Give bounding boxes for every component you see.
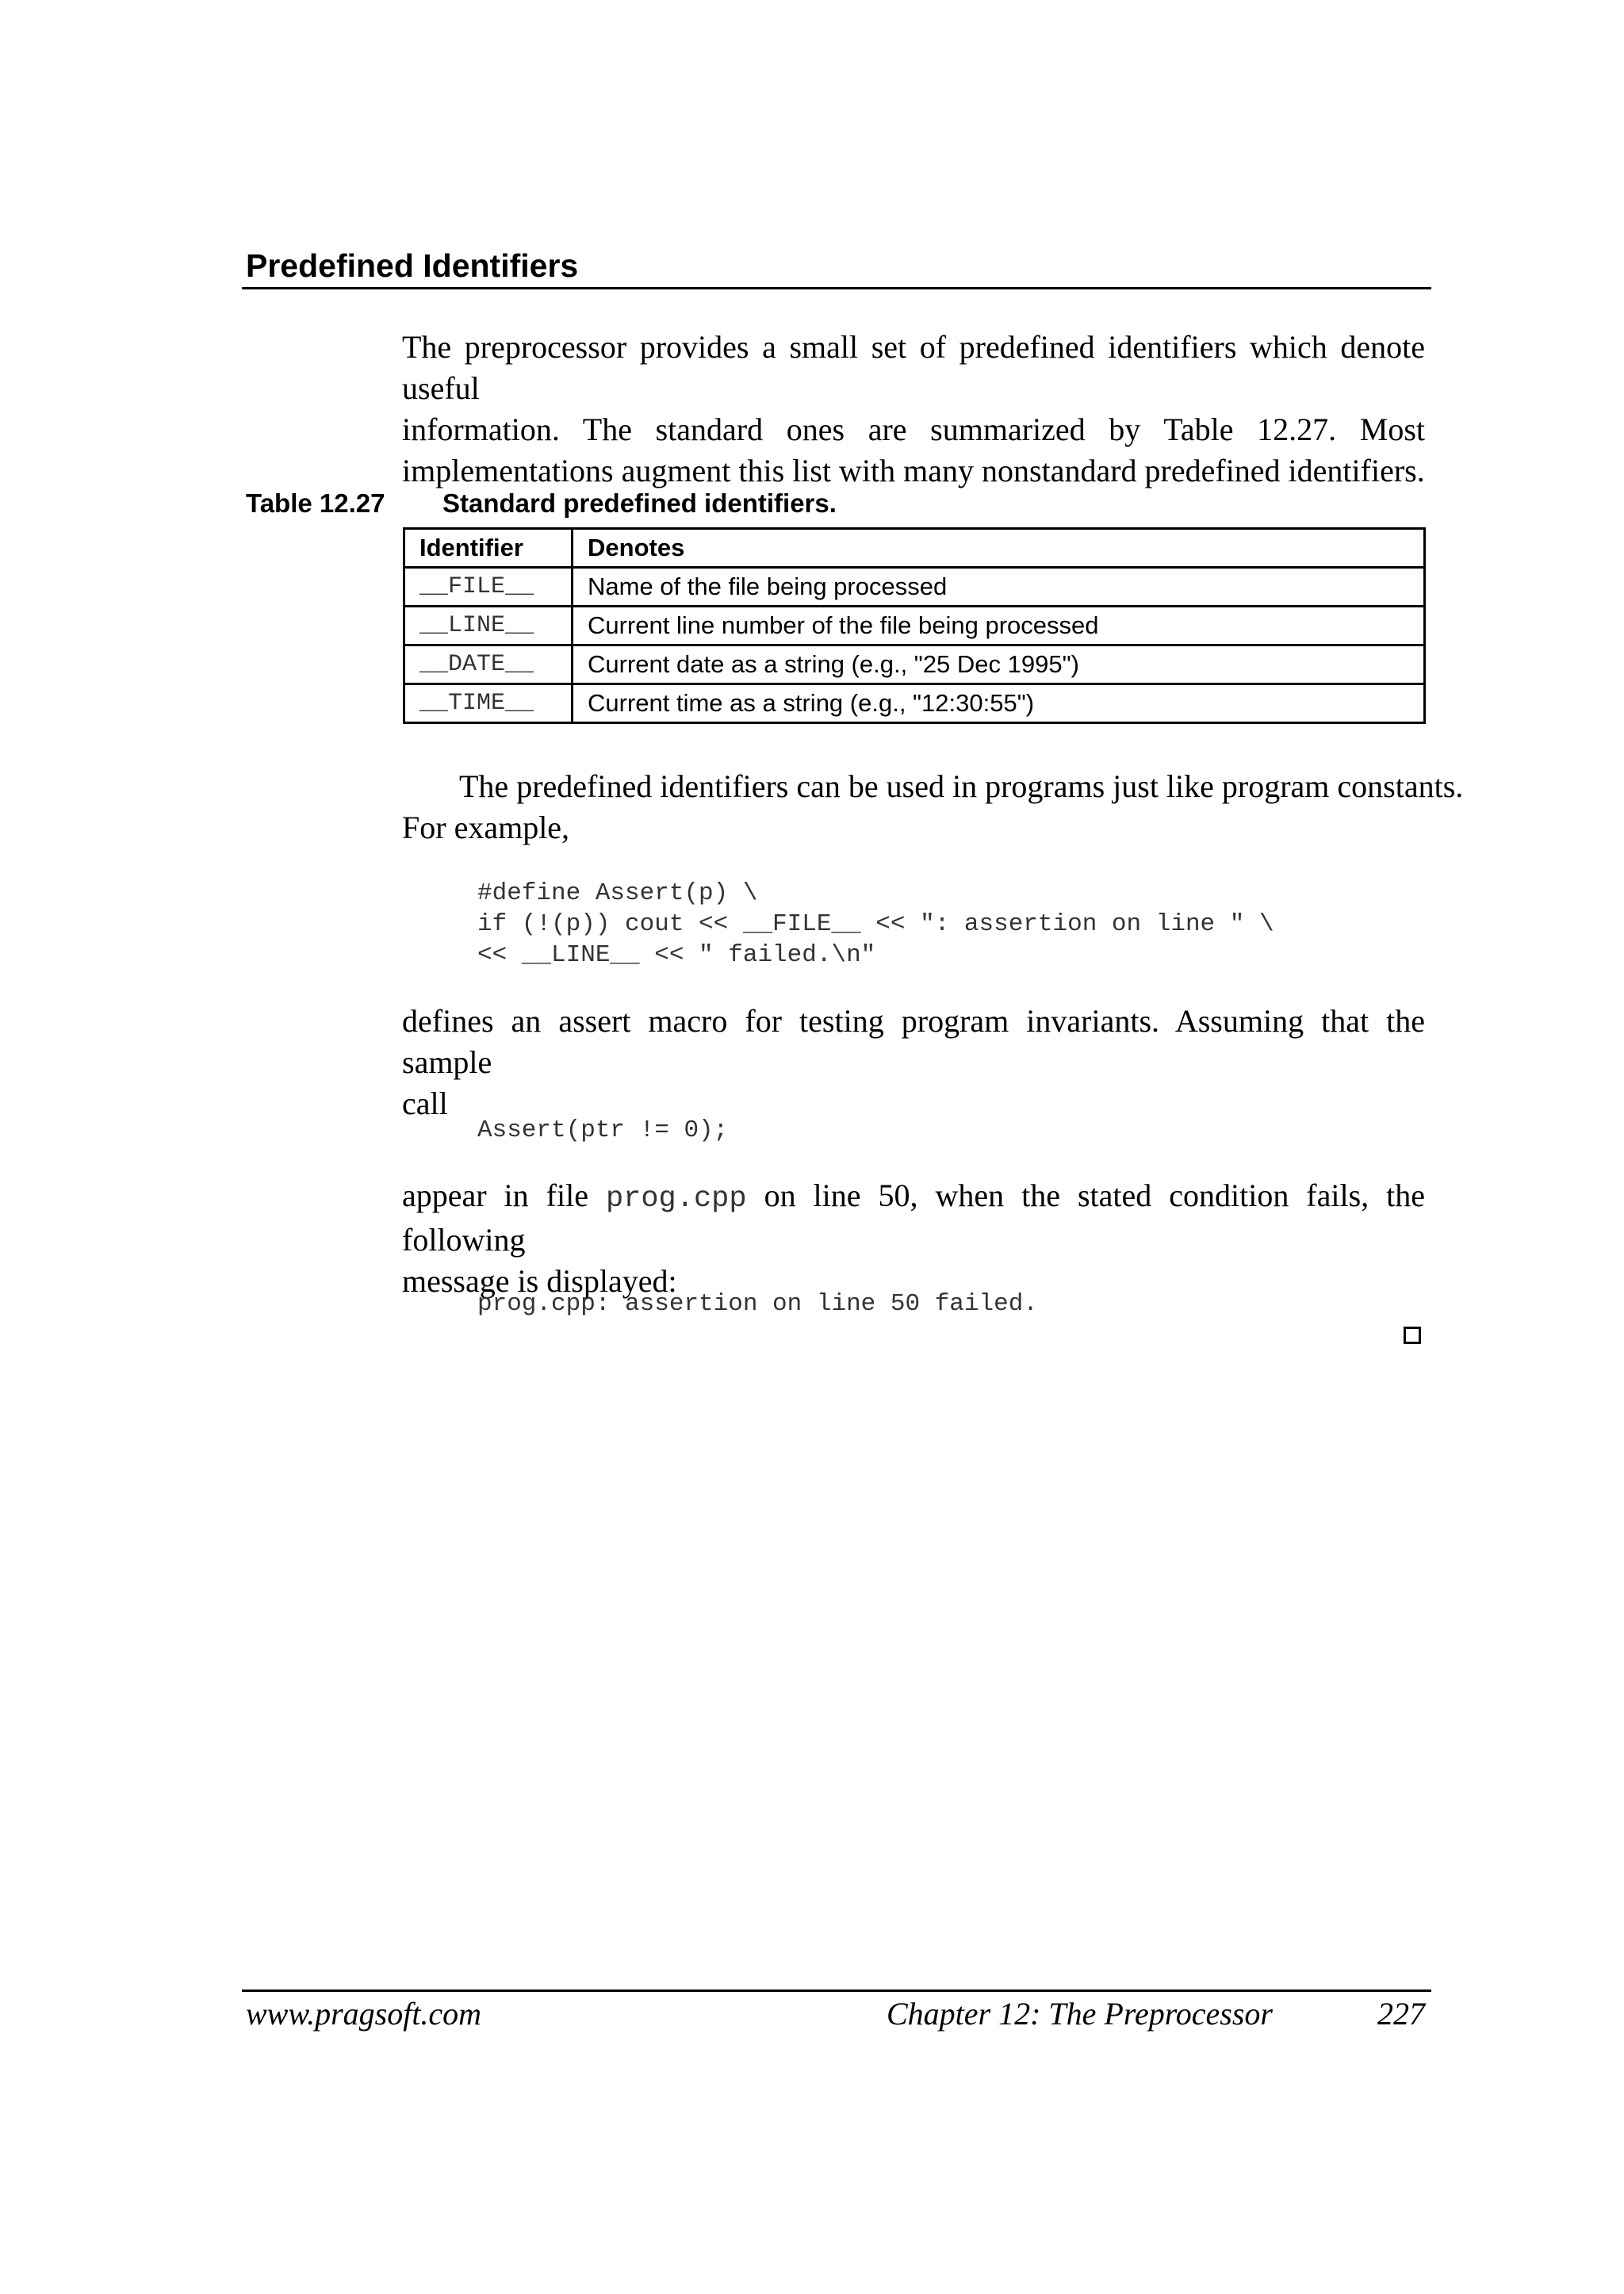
identifier-cell: __FILE__	[404, 568, 573, 607]
intro-paragraph	[402, 327, 1425, 492]
identifier-cell: __LINE__	[404, 607, 573, 645]
description-line: defines an assert macro for testing program invariants. Assuming that the sample	[402, 1003, 1425, 1080]
code-line: if (!(p)) cout << __FILE__ << ": assertion on line " \	[477, 910, 1274, 938]
column-header-identifier: Identifier	[404, 529, 573, 568]
intro-line: information. The standard ones are summarized by Table 12.27. Most	[402, 412, 1425, 447]
code-line: << __LINE__ << " failed.\n"	[477, 941, 876, 969]
predefined-identifiers-table	[403, 527, 1426, 724]
table-row	[404, 645, 1425, 684]
usage-paragraph	[402, 766, 1464, 848]
table-number: Table 12.27	[246, 488, 385, 518]
end-of-section-box-icon	[1404, 1327, 1421, 1344]
code-line: prog.cpp: assertion on line 50 failed.	[477, 1290, 1038, 1318]
filename-code: prog.cpp	[605, 1182, 747, 1216]
sample-call-code	[477, 1115, 728, 1146]
denotes-cell: Current line number of the file being processed	[573, 607, 1425, 645]
description-line: call	[402, 1086, 448, 1121]
result-line: message is displayed:	[402, 1263, 677, 1299]
code-line: #define Assert(p) \	[477, 879, 758, 907]
heading-rule	[242, 287, 1431, 289]
denotes-cell: Current date as a string (e.g., "25 Dec 1995")	[573, 645, 1425, 684]
output-message-code	[477, 1289, 1038, 1319]
intro-line: implementations augment this list with many nonstandard predefined identifiers.	[402, 453, 1425, 488]
table-title: Standard predefined identifiers.	[442, 488, 837, 518]
column-header-denotes: Denotes	[573, 529, 1425, 568]
table-row	[404, 568, 1425, 607]
footer-chapter: Chapter 12: The Preprocessor	[887, 1996, 1273, 2032]
result-text: appear in file	[402, 1178, 588, 1213]
usage-line: For example,	[402, 810, 570, 845]
identifier-cell: __TIME__	[404, 684, 573, 723]
section-heading: Predefined Identifiers	[246, 247, 579, 284]
code-line: Assert(ptr != 0);	[477, 1116, 729, 1144]
table-caption	[246, 487, 837, 520]
identifier-cell: __DATE__	[404, 645, 573, 684]
intro-line: The preprocessor provides a small set of predefined identifiers which denote useful	[402, 329, 1425, 406]
macro-description-paragraph	[402, 1001, 1425, 1124]
footer-rule	[242, 1990, 1431, 1992]
result-paragraph	[402, 1175, 1425, 1302]
usage-line: The predefined identifiers can be used in programs just like program constants.	[459, 768, 1464, 804]
result-line	[402, 1175, 1425, 1261]
table-row	[404, 607, 1425, 645]
table-header-row	[404, 529, 1425, 568]
denotes-cell: Current time as a string (e.g., "12:30:55")	[573, 684, 1425, 723]
denotes-cell: Name of the file being processed	[573, 568, 1425, 607]
table-row	[404, 684, 1425, 723]
result-text: on line 50, when the stated condition fails, the following	[402, 1178, 1426, 1258]
footer-page-number: 227	[1377, 1996, 1425, 2032]
assert-macro-code	[477, 878, 1274, 971]
footer-website: www.pragsoft.com	[246, 1996, 482, 2032]
